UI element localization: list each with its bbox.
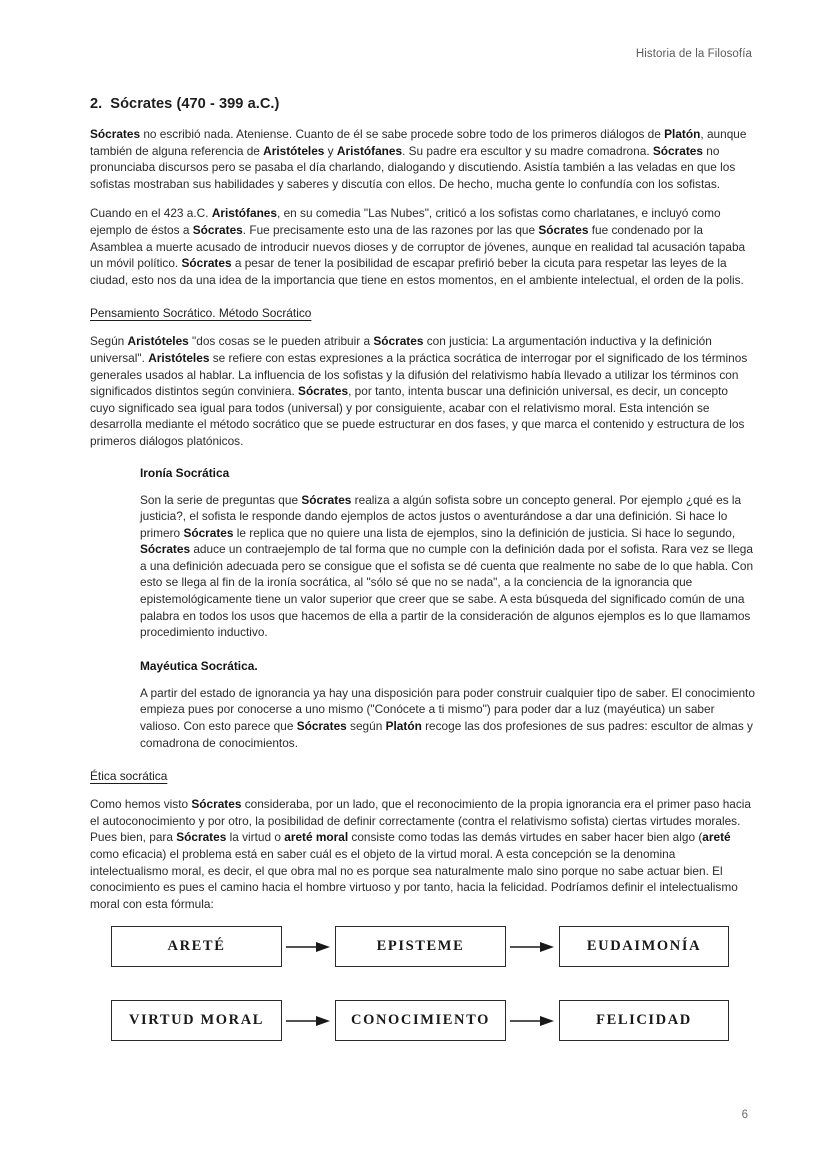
diagram-row: [90, 1000, 740, 1041]
arrow-right-icon: [282, 1011, 335, 1031]
section-title-text: Sócrates (470 - 399 a.C.): [110, 96, 280, 112]
page-number: 6: [741, 1109, 748, 1121]
text-run: con justicia: La argumentación inductiva y la definición universal".: [90, 334, 712, 365]
intelectualismo-moral-diagram: [90, 926, 740, 1041]
text-run: consideraba, por un lado, que el reconocimiento de la propia ignorancia era el primer paso hacia el autoconocimiento y por otro, la posibilidad de definir correctamente (contra el relativismo sofista) ciertas virtudes morales. Pues bien, para: [90, 797, 752, 845]
diagram-row: [90, 926, 740, 967]
paragraph-etica-socratica: [90, 796, 756, 912]
text-run: , aunque también de alguna referencia de: [90, 127, 747, 158]
term-socrates: Sócrates: [140, 542, 191, 557]
term-socrates: Sócrates: [296, 719, 347, 734]
text-run: , en su comedia "Las Nubes", criticó a los sofistas como charlatanes, e incluyó como ejemplo de éstos a: [90, 206, 721, 237]
text-run: no pronunciaba discursos pero se pasaba el día charlando, dialogando y discutiendo. Asistía también a las veladas en que los sofistas mostraban sus habilidades y saberes y discutía con ellos. De hecho, mucha gente lo confundía con los sofistas.: [90, 143, 736, 191]
text-run: Cuando en el 423 a.C.: [90, 206, 212, 221]
subheading-etica-socratica: Ética socrática: [90, 769, 168, 784]
term-socrates: Sócrates: [301, 492, 352, 507]
text-run: se refiere con estas expresiones a la práctica socrática de interrogar por el significado de los términos generales usados al hablar. La influencia de los sofistas y la difusión del relativismo había llevado a utilizar los términos con significados distintos según conviniera.: [90, 350, 748, 399]
term-socrates: Sócrates: [191, 797, 242, 812]
paragraph-metodo-socratico: [90, 333, 756, 449]
term-aristoteles: Aristóteles: [148, 350, 210, 365]
text-run: le replica que no quiere una lista de ejemplos, sino la definición de justicia. Si hace lo segundo,: [233, 525, 736, 540]
text-run: A partir del estado de ignorancia ya hay una disposición para poder construir cualquier tipo de saber. El conocimiento empieza pues por conocerse a uno mismo ("Conócete a ti mismo") para poder dar a luz (mayéutica) un saber valioso. Con esto parece que: [140, 685, 755, 734]
paragraph-ironia-socratica: [140, 492, 756, 641]
text-run: "dos cosas se le pueden atribuir a: [188, 334, 374, 349]
diagram-box-virtud-moral: VIRTUD MORAL: [111, 1000, 282, 1041]
diagram-box-episteme: EPISTEME: [335, 926, 506, 967]
term-socrates: Sócrates: [298, 384, 349, 399]
subheading-pensamiento-socratico: Pensamiento Socrático. Método Socrático: [90, 306, 312, 321]
term-arete-moral: areté moral: [284, 830, 349, 845]
text-run: . Fue precisamente esto una de las razones por las que: [242, 222, 539, 237]
paragraph-aristofanes-nubes: [90, 205, 756, 288]
text-run: la virtud o: [226, 830, 285, 845]
arrow-right-icon: [282, 937, 335, 957]
text-run: Como hemos visto: [90, 797, 192, 812]
term-aristofanes: Aristófanes: [336, 143, 403, 158]
term-aristoteles: Aristóteles: [263, 143, 325, 158]
term-socrates: Sócrates: [176, 830, 227, 845]
text-run: . Su padre era escultor y su madre comadrona.: [402, 143, 653, 158]
term-socrates: Sócrates: [538, 222, 589, 237]
term-aristofanes: Aristófanes: [211, 206, 277, 221]
text-run: a pesar de tener la posibilidad de escapar prefirió beber la cicuta para respetar las leyes de la ciudad, esto nos da una idea de la importancia que tiene en estos momentos, en el ambiente intelectual, el orden de la polis.: [90, 256, 744, 287]
indented-subsections: [140, 466, 756, 752]
text-run: recoge las dos profesiones de sus padres: escultor de almas y comadrona de conocimientos.: [140, 719, 753, 750]
subheading-ironia-socratica: Ironía Socrática: [140, 465, 230, 480]
section-number: 2.: [90, 96, 103, 112]
term-platon: Platón: [664, 127, 701, 141]
running-header: Historia de la Filosofía: [635, 48, 752, 60]
text-run: no escribió nada. Ateniense. Cuanto de él se sabe procede sobre todo de los primeros diálogos de: [140, 127, 665, 141]
diagram-box-felicidad: FELICIDAD: [559, 1000, 729, 1041]
page-title: [90, 96, 756, 112]
term-platon: Platón: [385, 719, 422, 734]
document-content: [90, 96, 756, 912]
text-run: fue condenado por la Asamblea a muerte acusado de introducir nuevos dioses y de corruptor de jóvenes, aunque en realidad tal acusación tapaba un móvil político.: [90, 222, 746, 271]
term-socrates: Sócrates: [181, 256, 232, 271]
text-run: Son la serie de preguntas que: [140, 492, 302, 507]
diagram-box-arete: ARETÉ: [111, 926, 282, 967]
paragraph-socrates-intro: [90, 126, 756, 192]
term-socrates: Sócrates: [373, 334, 424, 349]
text-run: aduce un contraejemplo de tal forma que no cumple con la definición dada por el sofista. Rara vez se llega a una definición adecuada pero se consigue que el sofista se dé cuenta que realmente no sabe de lo que habla. Con esto se llega al fin de la ironía socrática, al "sólo sé que no se nada", a la conciencia de la ignorancia que epistemológicamente tiene un valor superior que creer que se sabe. A esta búsqueda del significado común de una palabra en todos los usos que hacemos de ella a partir de la consideración de algunos ejemplos es lo que llamamos procedimiento inductivo.: [140, 542, 754, 640]
term-socrates: Sócrates: [90, 127, 141, 141]
text-run: consiste como todas las demás virtudes en saber hacer bien algo (: [348, 830, 703, 845]
paragraph-mayeutica-socratica: [140, 685, 756, 751]
diagram-box-eudaimonia: EUDAIMONÍA: [559, 926, 729, 967]
text-run: y: [324, 143, 337, 158]
text-run: realiza a algún sofista sobre un concepto general. Por ejemplo ¿qué es la justicia?, el sofista le responde dando ejemplos de actos justos o aventurándose a dar una definición. Si hace lo primero: [140, 492, 742, 540]
term-socrates: Sócrates: [183, 525, 234, 540]
arrow-right-icon: [506, 1011, 559, 1031]
subheading-mayeutica-socratica: Mayéutica Socrática.: [140, 658, 258, 673]
text-run: como eficacia) el problema está en saber cuál es el objeto de la virtud moral. A esta concepción se la denomina intelectualismo moral, es decir, el que obra mal no es porque sea naturalmente malo sino porque no sabe actuar bien. El conocimiento es pues el camino hacia el hombre virtuoso y por tanto, hacia la felicidad. Podríamos definir el intelectualismo moral con esta fórmula:: [90, 847, 738, 911]
term-arete: areté: [702, 830, 731, 845]
term-socrates: Sócrates: [652, 143, 703, 158]
text-run: , por tanto, intenta buscar una definición universal, es decir, un concepto cuyo significado sea igual para todos (universal) y por consiguiente, acabar con el relativismo moral. Esta intención se desarrolla mediante el método socrático que se puede estructurar en dos fases, y que marca el contenido y estructura de los primeros diálogos platónicos.: [90, 384, 745, 448]
arrow-right-icon: [506, 937, 559, 957]
text-run: según: [346, 719, 386, 734]
text-run: Según: [90, 334, 128, 349]
term-socrates: Sócrates: [192, 222, 243, 237]
diagram-box-conocimiento: CONOCIMIENTO: [335, 1000, 506, 1041]
term-aristoteles: Aristóteles: [127, 334, 189, 349]
